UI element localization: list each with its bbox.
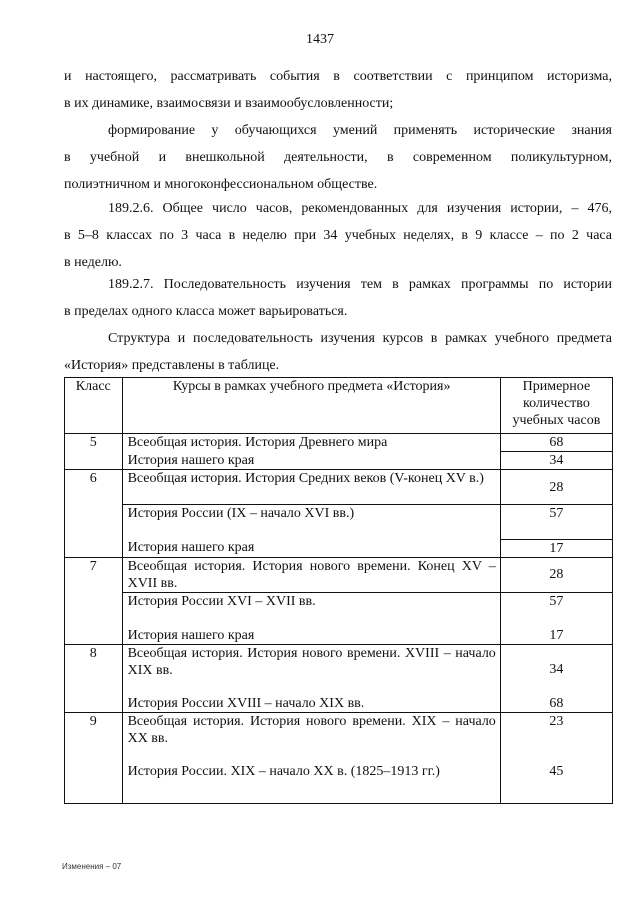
text-line: 189.2.6. Общее число часов, рекомендованных для изучения истории, – 476, [108, 201, 612, 216]
class-number: 7 [65, 557, 123, 644]
history-courses-table [64, 377, 613, 804]
course-hours: 68 [500, 695, 612, 713]
course-name: История нашего края [122, 627, 500, 645]
table-row [65, 627, 613, 645]
class-number: 8 [65, 644, 123, 712]
class-number: 9 [65, 712, 123, 803]
header-class: Класс [65, 378, 123, 434]
course-name: Всеобщая история. История нового времени. Конец XV – XVII вв. [122, 557, 500, 592]
header-courses: Курсы в рамках учебного предмета «История» [122, 378, 500, 434]
text-line: формирование у обучающихся умений применять исторические знания [108, 123, 612, 138]
table-row [65, 592, 613, 627]
paragraph-1 [64, 63, 612, 117]
text-line: полиэтничном и многоконфессиональном обществе. [64, 177, 378, 192]
course-name: История России. XIX – начало XX в. (1825–1913 гг.) [122, 763, 500, 804]
course-name: Всеобщая история. История Средних веков (V-конец XV в.) [122, 470, 500, 505]
text-line: в учебной и внешкольной деятельности, в современном поликультурном, [64, 150, 612, 165]
page-number: 1437 [306, 32, 334, 47]
course-hours: 45 [500, 763, 612, 804]
course-hours: 28 [500, 557, 612, 592]
table-row [65, 763, 613, 804]
course-name: История России (IX – начало XVI вв.) [122, 505, 500, 540]
course-name: История России XVI – XVII вв. [122, 592, 500, 627]
course-hours: 28 [500, 470, 612, 505]
course-hours: 17 [500, 539, 612, 557]
text-line: «История» представлены в таблице. [64, 358, 280, 373]
table-row [65, 434, 613, 452]
class-number: 6 [65, 470, 123, 558]
course-hours: 34 [500, 644, 612, 695]
text-line: в 5–8 классах по 3 часа в неделю при 34 учебных неделях, в 9 классе – по 2 часа [64, 228, 612, 243]
text-line: в пределах одного класса может варьироваться. [64, 304, 348, 319]
course-hours: 57 [500, 592, 612, 627]
course-name: Всеобщая история. История нового времени. XIX – начало XX вв. [122, 712, 500, 763]
text-line: Структура и последовательность изучения курсов в рамках учебного предмета [108, 331, 612, 346]
text-line: в неделю. [64, 255, 122, 270]
table-row [65, 644, 613, 695]
course-hours: 23 [500, 712, 612, 763]
course-name: История нашего края [122, 539, 500, 557]
course-hours: 34 [500, 452, 612, 470]
paragraph-5 [64, 325, 612, 379]
course-name: История России XVIII – начало XIX вв. [122, 695, 500, 713]
text-line: 189.2.7. Последовательность изучения тем в рамках программы по истории [108, 277, 612, 292]
course-hours: 68 [500, 434, 612, 452]
header-hours: Примерное количество учебных часов [500, 378, 612, 434]
footer-note: Изменения – 07 [62, 862, 122, 871]
course-hours: 17 [500, 627, 612, 645]
paragraph-2 [64, 117, 612, 198]
text-line: в их динамике, взаимосвязи и взаимообусловленности; [64, 96, 394, 111]
table-row [65, 712, 613, 763]
table-row [65, 452, 613, 470]
course-name: История нашего края [122, 452, 500, 470]
paragraph-3 [64, 195, 612, 276]
text-line: и настоящего, рассматривать события в соответствии с принципом историзма, [64, 69, 612, 84]
table-row [65, 505, 613, 540]
table-row [65, 695, 613, 713]
table-row [65, 539, 613, 557]
course-name: Всеобщая история. История Древнего мира [122, 434, 500, 452]
course-hours: 57 [500, 505, 612, 540]
class-number: 5 [65, 434, 123, 470]
course-name: Всеобщая история. История нового времени. XVIII – начало XIX вв. [122, 644, 500, 695]
paragraph-4 [64, 271, 612, 325]
table-header-row [65, 378, 613, 434]
table-row [65, 470, 613, 505]
table-row [65, 557, 613, 592]
